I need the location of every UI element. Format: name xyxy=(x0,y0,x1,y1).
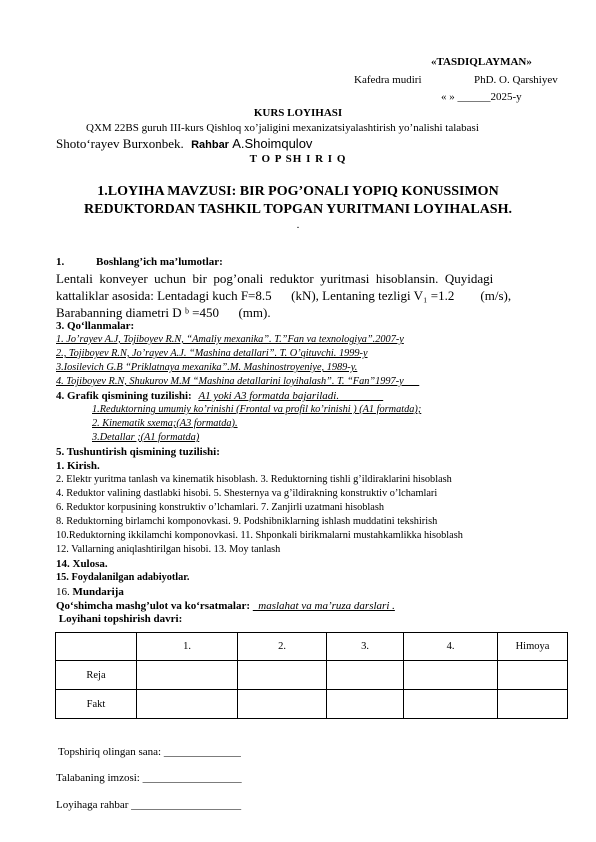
section5-mundarija-line xyxy=(56,586,124,598)
head-of-department-name: PhD. O. Qarshiyev xyxy=(474,74,558,86)
schedule-header-cell: 3. xyxy=(327,633,404,661)
section1-text-1: Lentali konveyer uchun bir pog’onali reduktor yuritmasi hisoblansin. Quyidagi xyxy=(56,271,494,286)
approval-date-line: « » ______2025-y xyxy=(441,91,522,103)
graphic-item: 1.Reduktorning umumiy ko’rinishi (Frontal va profil ko’rinishi ) (A1 formatda); xyxy=(92,404,422,415)
mundarija-number: 16. xyxy=(56,586,70,598)
document-title: KURS LOYIHASI xyxy=(253,107,343,119)
section5-heading: 5. Tushuntirish qismining tuzilishi: xyxy=(56,446,220,458)
topic-line-1: 1.LOYIHA MAVZUSI: BIR POG’ONALI YOPIQ KONUSSIMON xyxy=(97,184,499,199)
schedule-cell[interactable] xyxy=(498,661,568,690)
head-of-department-label: Kafedra mudiri xyxy=(354,74,422,86)
deadline-label: Loyihani topshirish davri: xyxy=(56,613,183,625)
schedule-header-cell xyxy=(56,633,137,661)
topshiriq-heading: T O P SH I R I Q xyxy=(249,153,347,165)
schedule-header-row xyxy=(56,633,568,661)
schedule-row-label: Fakt xyxy=(56,690,137,719)
extra-value: maslahat va ma’ruza darslari . xyxy=(252,600,395,612)
supervisor-line: Loyihaga rahbar ____________________ xyxy=(56,799,242,811)
section5-foydalanilgan: 15. Foydalanilgan adabiyotlar. xyxy=(56,572,190,583)
schedule-cell[interactable] xyxy=(327,690,404,719)
rahbar-name: A.Shoimqulov xyxy=(232,136,313,151)
graphic-item: 2. Kinematik sxema;(A3 formatda). xyxy=(92,418,238,429)
schedule-header-cell: 4. xyxy=(404,633,498,661)
section4-heading: 4. Grafik qismining tuzilishi: xyxy=(56,390,192,402)
schedule-header-cell: 2. xyxy=(238,633,327,661)
section1-number: 1. xyxy=(56,256,65,268)
schedule-cell[interactable] xyxy=(238,690,327,719)
mundarija-label: Mundarija xyxy=(72,586,124,598)
student-line xyxy=(56,136,312,152)
section4-format-note: A1 yoki A3 formatda bajariladi.________ xyxy=(198,390,384,402)
extra-line xyxy=(56,600,395,612)
schedule-cell[interactable] xyxy=(238,661,327,690)
section5-item: 6. Reduktor korpusining konstruktiv o’lchamlari. 7. Zanjirli uzatmani hisoblash xyxy=(56,502,385,513)
section1-text-3: Barabanning diametri D ᵇ =450 (mm). xyxy=(56,305,271,320)
schedule-table xyxy=(55,632,568,719)
schedule-header-cell: 1. xyxy=(137,633,238,661)
topic-line-2: REDUKTORDAN TASHKIL TOPGAN YURITMANI LOYIHALASH. xyxy=(84,202,512,217)
section5-item: 4. Reduktor valining dastlabki hisobi. 5. Shesternya va g’ildirakning konstruktiv o’lchamlari xyxy=(56,488,438,499)
reference-item: 2., Tojiboyev R.N, Jo’rayev A.J. “Mashina detallari”. T. O’qituvchi. 1999-y xyxy=(56,348,368,359)
student-signature-line: Talabaning imzosi: __________________ xyxy=(56,772,242,784)
schedule-row-label: Reja xyxy=(56,661,137,690)
section5-xulosa: 14. Xulosa. xyxy=(56,558,108,570)
schedule-header-cell: Himoya xyxy=(498,633,568,661)
approval-heading: «TASDIQLAYMAN» xyxy=(431,56,532,68)
section5-kirish: 1. Kirish. xyxy=(56,460,100,472)
section4-line xyxy=(56,390,383,402)
schedule-row xyxy=(56,690,568,719)
graphic-item: 3.Detallar ;(A1 formatda) xyxy=(92,432,200,443)
section5-item: 8. Reduktorning birlamchi komponovkasi. 9. Podshibniklarning ishlash muddatini tekshirish xyxy=(56,516,438,527)
section1-text-2: kattaliklar asosida: Lentadagi kuch F=8.5 (kN), Lentaning tezligi V₁ =1.2 (m/s), xyxy=(56,288,512,303)
schedule-cell[interactable] xyxy=(137,661,238,690)
schedule-cell[interactable] xyxy=(327,661,404,690)
reference-item: 4. Tojiboyev R.N, Shukurov M.M “Mashina detallarini loyihalash”. T. “Fan”1997-y___ xyxy=(56,376,420,387)
student-name: Shoto‘rayev Burxonbek. xyxy=(56,136,184,151)
extra-label: Qo‘shimcha mashg’ulot va ko‘rsatmalar: xyxy=(56,600,251,612)
rahbar-label: Rahbar xyxy=(191,139,229,151)
schedule-cell[interactable] xyxy=(404,661,498,690)
section5-item: 2. Elektr yuritma tanlash va kinematik hisoblash. 3. Reduktorning tishli g’ildiraklarini hisoblash xyxy=(56,474,452,485)
topic-dot: . xyxy=(296,219,300,231)
section1-heading: Boshlang’ich ma’lumotlar: xyxy=(96,256,223,268)
section5-item: 12. Vallarning aniqlashtirilgan hisobi. 13. Moy tanlash xyxy=(56,544,281,555)
group-line: QXM 22BS guruh III-kurs Qishloq xo’jaligini mexanizatsiyalashtirish yo’nalishi talabasi xyxy=(86,122,479,134)
section3-heading: 3. Qo‘llanmalar: xyxy=(56,320,135,332)
received-date-line: Topshiriq olingan sana: ______________ xyxy=(58,746,241,758)
reference-item: 1. Jo’rayev A.J, Tojiboyev R.N, “Amaliy mexanika”. T.”Fan va texnologiya”.2007-y xyxy=(56,334,404,345)
section5-item: 10.Reduktorning ikkilamchi komponovkasi. 11. Shponkali birikmalarni mustahkamlikka hisoblash xyxy=(56,530,463,541)
schedule-cell[interactable] xyxy=(404,690,498,719)
schedule-cell[interactable] xyxy=(137,690,238,719)
schedule-row xyxy=(56,661,568,690)
reference-item: 3.Iosilevich G.B “Priklatnaya mexanika”.M. Mashinostroyeniye, 1989-y. xyxy=(56,362,358,373)
schedule-cell[interactable] xyxy=(498,690,568,719)
